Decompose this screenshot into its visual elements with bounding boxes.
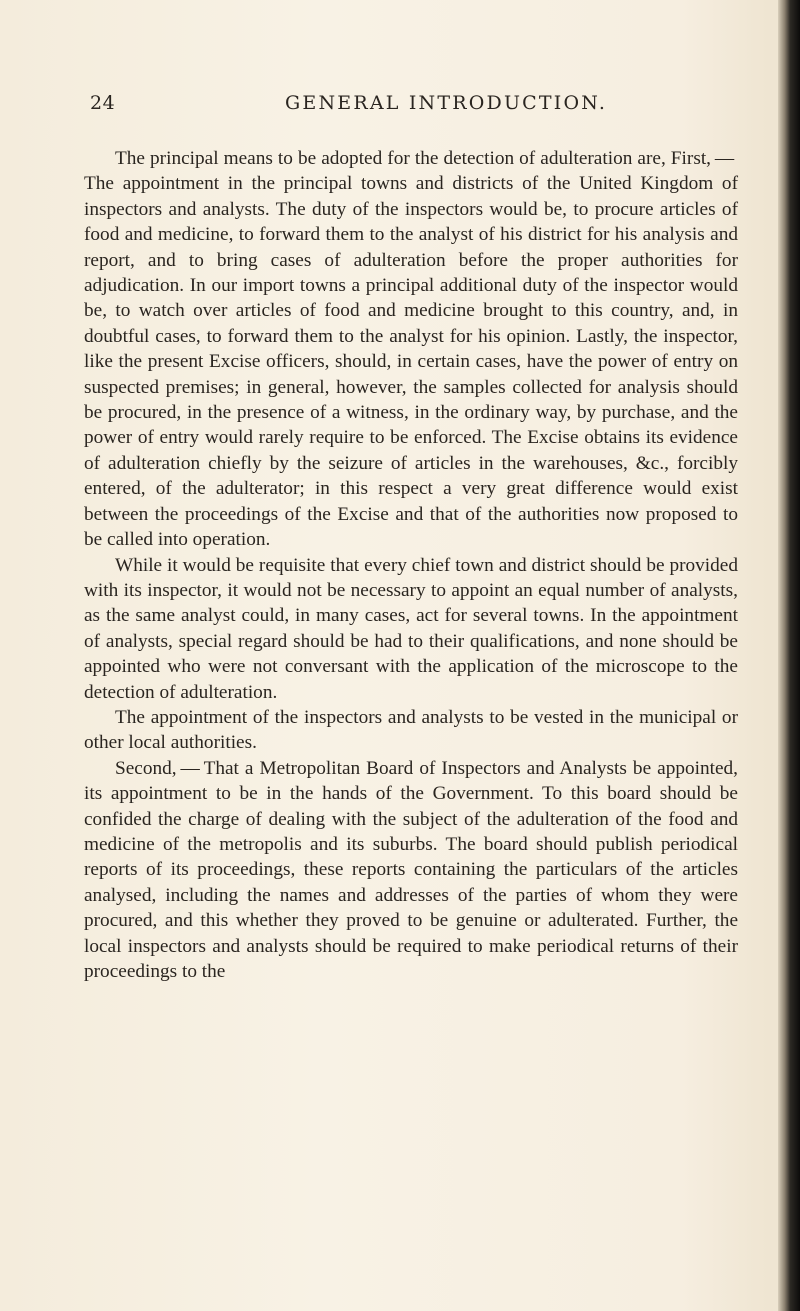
paragraph-detection-means: The principal means to be adopted for the detection of adulteration are, First, — The appointment in the principal towns and districts of the United Kingdom of inspectors and analysts. The duty of the inspectors would be, to procure articles of food and medicine, to forward them to the analyst of his district for his analysis and report, and to bring cases of adulteration before the proper authorities for adjudication. In our import towns a principal additional duty of the inspector would be, to watch over articles of food and medicine brought to this country, and, in doubtful cases, to forward them to the analyst for his opinion. Lastly, the inspector, like the present Excise officers, should, in certain cases, have the power of entry on suspected premises; in general, however, the samples collected for analysis should be procured, in the presence of a witness, in the ordinary way, by purchase, and the power of entry would rarely require to be enforced. The Excise obtains its evidence of adulteration chiefly by the seizure of articles in the warehouses, &c., forcibly entered, of the adulterator; in this respect a very great difference would exist between the proceedings of the Excise and that of the authorities now proposed to be called into operation. [84, 148, 738, 551]
paragraph-metropolitan-board: Second, — That a Metropolitan Board of Inspectors and Analysts be appointed, its appointment to be in the hands of the Government. To this board should be confided the charge of dealing with the subject of the adulteration of the food and medicine of the metropolis and its suburbs. The board should publish periodical reports of its proceedings, these reports containing the particulars of the articles analysed, including the names and addresses of the parties of whom they were procured, and this whether they proved to be genuine or adulterated. Further, the local inspectors and analysts should be required to make periodical returns of their proceedings to the [84, 757, 738, 982]
page-number: 24 [90, 92, 116, 114]
body-text [84, 146, 738, 984]
paragraph-inspectors-analysts: While it would be requisite that every chief town and district should be provided with its inspector, it would not be necessary to appoint an equal number of analysts, as the same analyst could, in many cases, act for several towns. In the appointment of analysts, special regard should be had to their qualifications, and none should be appointed who were not conversant with the application of the microscope to the detection of adulteration. [84, 554, 738, 703]
paragraph-appointment-authority: The appointment of the inspectors and analysts to be vested in the municipal or other local authorities. [84, 706, 738, 754]
running-title: GENERAL INTRODUCTION. [285, 92, 608, 114]
book-binding-edge [778, 0, 800, 1311]
running-head [90, 92, 760, 122]
